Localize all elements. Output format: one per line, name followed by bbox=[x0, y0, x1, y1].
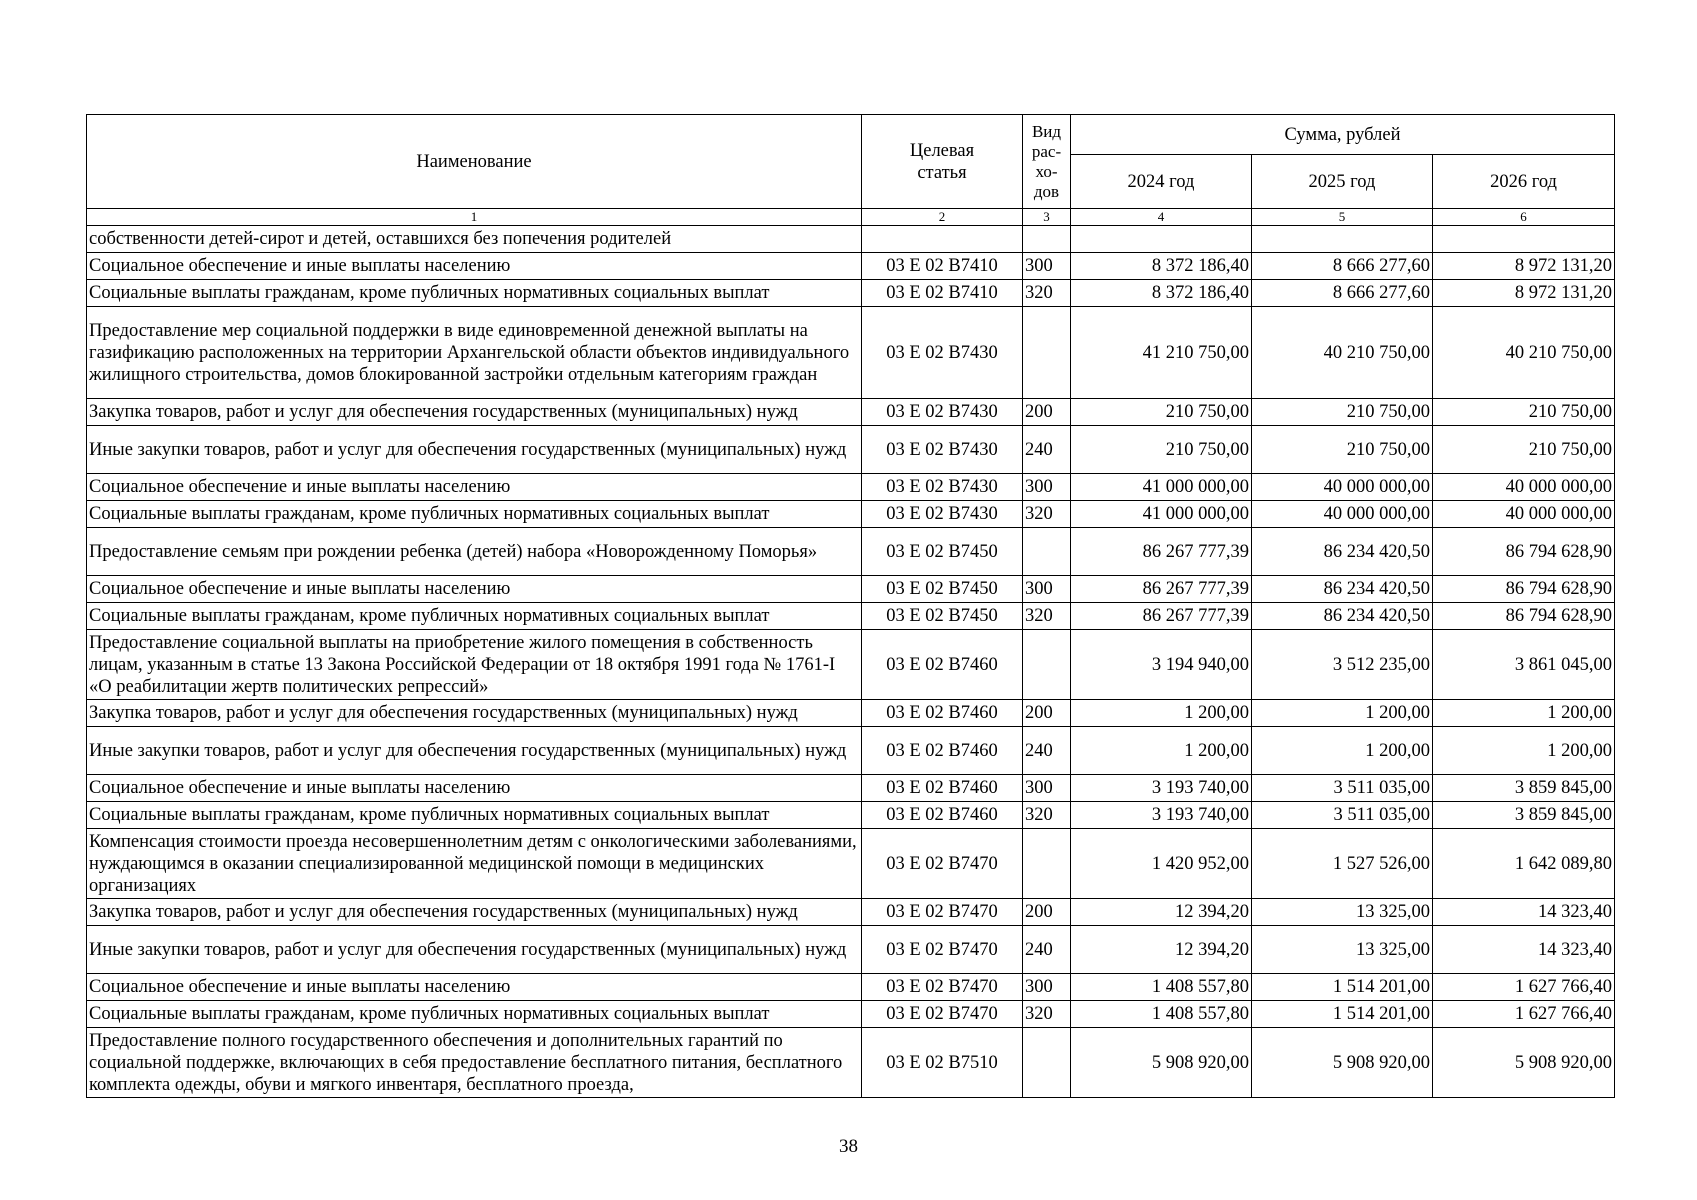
table-row bbox=[87, 1001, 1615, 1028]
cell-target-article: 03 Е 02 В7470 bbox=[862, 974, 1023, 1001]
cell-target-article: 03 Е 02 В7430 bbox=[862, 426, 1023, 474]
cell-amount-2025: 40 000 000,00 bbox=[1252, 474, 1433, 501]
table-row bbox=[87, 775, 1615, 802]
cell-amount-2025: 13 325,00 bbox=[1252, 926, 1433, 974]
table-row bbox=[87, 253, 1615, 280]
cell-expense-type bbox=[1023, 630, 1071, 700]
cell-amount-2025: 86 234 420,50 bbox=[1252, 528, 1433, 576]
cell-amount-2024: 86 267 777,39 bbox=[1071, 576, 1252, 603]
cell-target-article: 03 Е 02 В7470 bbox=[862, 899, 1023, 926]
cell-amount-2026: 1 200,00 bbox=[1433, 727, 1615, 775]
column-number: 3 bbox=[1023, 209, 1071, 226]
cell-amount-2025: 86 234 420,50 bbox=[1252, 576, 1433, 603]
cell-name: Социальные выплаты гражданам, кроме публичных нормативных социальных выплат bbox=[87, 501, 862, 528]
table-row bbox=[87, 426, 1615, 474]
header-year-2024: 2024 год bbox=[1071, 155, 1252, 209]
cell-target-article: 03 Е 02 В7430 bbox=[862, 399, 1023, 426]
cell-amount-2026: 86 794 628,90 bbox=[1433, 528, 1615, 576]
column-number: 5 bbox=[1252, 209, 1433, 226]
cell-amount-2024: 3 193 740,00 bbox=[1071, 775, 1252, 802]
cell-amount-2024: 3 194 940,00 bbox=[1071, 630, 1252, 700]
cell-amount-2024: 12 394,20 bbox=[1071, 926, 1252, 974]
table-row bbox=[87, 528, 1615, 576]
cell-target-article: 03 Е 02 В7470 bbox=[862, 829, 1023, 899]
cell-expense-type: 320 bbox=[1023, 802, 1071, 829]
cell-target-article: 03 Е 02 В7460 bbox=[862, 775, 1023, 802]
cell-expense-type bbox=[1023, 307, 1071, 399]
cell-amount-2025: 3 512 235,00 bbox=[1252, 630, 1433, 700]
table-row bbox=[87, 399, 1615, 426]
cell-target-article: 03 Е 02 В7460 bbox=[862, 630, 1023, 700]
cell-expense-type: 240 bbox=[1023, 727, 1071, 775]
cell-target-article: 03 Е 02 В7460 bbox=[862, 700, 1023, 727]
cell-name: Социальное обеспечение и иные выплаты населению bbox=[87, 576, 862, 603]
cell-name: Предоставление семьям при рождении ребенка (детей) набора «Новорожденному Поморья» bbox=[87, 528, 862, 576]
cell-expense-type: 320 bbox=[1023, 1001, 1071, 1028]
cell-amount-2024: 41 210 750,00 bbox=[1071, 307, 1252, 399]
header-sum: Сумма, рублей bbox=[1071, 115, 1615, 155]
cell-amount-2026: 86 794 628,90 bbox=[1433, 603, 1615, 630]
cell-name: Закупка товаров, работ и услуг для обеспечения государственных (муниципальных) нужд bbox=[87, 899, 862, 926]
table-row bbox=[87, 307, 1615, 399]
cell-amount-2025: 13 325,00 bbox=[1252, 899, 1433, 926]
header-target-article: Целевая статья bbox=[862, 115, 1023, 209]
cell-amount-2026: 14 323,40 bbox=[1433, 926, 1615, 974]
table-row bbox=[87, 474, 1615, 501]
cell-expense-type: 320 bbox=[1023, 280, 1071, 307]
table-body bbox=[87, 226, 1615, 1098]
cell-expense-type bbox=[1023, 1028, 1071, 1098]
cell-amount-2026: 40 210 750,00 bbox=[1433, 307, 1615, 399]
table-row bbox=[87, 630, 1615, 700]
table-row bbox=[87, 603, 1615, 630]
cell-amount-2024: 210 750,00 bbox=[1071, 399, 1252, 426]
cell-amount-2026: 14 323,40 bbox=[1433, 899, 1615, 926]
cell-expense-type bbox=[1023, 829, 1071, 899]
column-number: 6 bbox=[1433, 209, 1615, 226]
cell-expense-type: 300 bbox=[1023, 253, 1071, 280]
cell-amount-2026: 3 859 845,00 bbox=[1433, 802, 1615, 829]
column-number: 4 bbox=[1071, 209, 1252, 226]
cell-name: собственности детей-сирот и детей, оставшихся без попечения родителей bbox=[87, 226, 862, 253]
cell-name: Социальные выплаты гражданам, кроме публичных нормативных социальных выплат bbox=[87, 802, 862, 829]
header-name: Наименование bbox=[87, 115, 862, 209]
cell-amount-2024: 1 408 557,80 bbox=[1071, 974, 1252, 1001]
cell-target-article: 03 Е 02 В7450 bbox=[862, 528, 1023, 576]
cell-amount-2024: 1 408 557,80 bbox=[1071, 1001, 1252, 1028]
cell-name: Иные закупки товаров, работ и услуг для обеспечения государственных (муниципальных) нужд bbox=[87, 926, 862, 974]
cell-expense-type: 240 bbox=[1023, 926, 1071, 974]
cell-target-article: 03 Е 02 В7510 bbox=[862, 1028, 1023, 1098]
cell-amount-2024: 5 908 920,00 bbox=[1071, 1028, 1252, 1098]
cell-target-article: 03 Е 02 В7410 bbox=[862, 253, 1023, 280]
cell-amount-2025: 1 200,00 bbox=[1252, 727, 1433, 775]
table-row bbox=[87, 1028, 1615, 1098]
cell-name: Социальное обеспечение и иные выплаты населению bbox=[87, 474, 862, 501]
cell-expense-type: 200 bbox=[1023, 399, 1071, 426]
cell-amount-2025: 210 750,00 bbox=[1252, 399, 1433, 426]
header-expense-type: Вид рас-хо-дов bbox=[1023, 115, 1071, 209]
cell-amount-2024: 86 267 777,39 bbox=[1071, 603, 1252, 630]
cell-amount-2025: 1 514 201,00 bbox=[1252, 974, 1433, 1001]
cell-amount-2026: 1 627 766,40 bbox=[1433, 974, 1615, 1001]
cell-amount-2024: 3 193 740,00 bbox=[1071, 802, 1252, 829]
cell-amount-2024: 1 200,00 bbox=[1071, 700, 1252, 727]
cell-amount-2024: 41 000 000,00 bbox=[1071, 474, 1252, 501]
cell-amount-2025: 8 666 277,60 bbox=[1252, 253, 1433, 280]
table-row bbox=[87, 501, 1615, 528]
cell-expense-type: 320 bbox=[1023, 603, 1071, 630]
cell-amount-2025: 40 210 750,00 bbox=[1252, 307, 1433, 399]
table-row bbox=[87, 226, 1615, 253]
cell-amount-2024: 8 372 186,40 bbox=[1071, 253, 1252, 280]
cell-name: Социальное обеспечение и иные выплаты населению bbox=[87, 775, 862, 802]
cell-amount-2026: 40 000 000,00 bbox=[1433, 474, 1615, 501]
cell-target-article: 03 Е 02 В7470 bbox=[862, 1001, 1023, 1028]
table-row bbox=[87, 576, 1615, 603]
cell-target-article: 03 Е 02 В7430 bbox=[862, 474, 1023, 501]
cell-amount-2024 bbox=[1071, 226, 1252, 253]
cell-amount-2026: 3 859 845,00 bbox=[1433, 775, 1615, 802]
table-row bbox=[87, 727, 1615, 775]
cell-expense-type: 300 bbox=[1023, 974, 1071, 1001]
cell-amount-2025: 210 750,00 bbox=[1252, 426, 1433, 474]
table-row bbox=[87, 974, 1615, 1001]
cell-amount-2026: 86 794 628,90 bbox=[1433, 576, 1615, 603]
cell-name: Социальное обеспечение и иные выплаты населению bbox=[87, 974, 862, 1001]
cell-expense-type: 320 bbox=[1023, 501, 1071, 528]
cell-amount-2024: 86 267 777,39 bbox=[1071, 528, 1252, 576]
cell-amount-2026: 3 861 045,00 bbox=[1433, 630, 1615, 700]
table-row bbox=[87, 802, 1615, 829]
cell-expense-type: 200 bbox=[1023, 700, 1071, 727]
cell-target-article: 03 Е 02 В7470 bbox=[862, 926, 1023, 974]
cell-amount-2026: 8 972 131,20 bbox=[1433, 280, 1615, 307]
cell-amount-2025: 40 000 000,00 bbox=[1252, 501, 1433, 528]
cell-amount-2025: 5 908 920,00 bbox=[1252, 1028, 1433, 1098]
cell-amount-2024: 210 750,00 bbox=[1071, 426, 1252, 474]
cell-amount-2025: 1 514 201,00 bbox=[1252, 1001, 1433, 1028]
table-row bbox=[87, 899, 1615, 926]
cell-amount-2025 bbox=[1252, 226, 1433, 253]
cell-target-article: 03 Е 02 В7410 bbox=[862, 280, 1023, 307]
cell-target-article: 03 Е 02 В7450 bbox=[862, 576, 1023, 603]
cell-expense-type bbox=[1023, 226, 1071, 253]
cell-target-article: 03 Е 02 В7460 bbox=[862, 802, 1023, 829]
header-year-2025: 2025 год bbox=[1252, 155, 1433, 209]
page-number: 38 bbox=[839, 1136, 858, 1157]
cell-expense-type: 300 bbox=[1023, 576, 1071, 603]
cell-amount-2024: 12 394,20 bbox=[1071, 899, 1252, 926]
table-row bbox=[87, 829, 1615, 899]
cell-name: Иные закупки товаров, работ и услуг для обеспечения государственных (муниципальных) нужд bbox=[87, 727, 862, 775]
budget-table bbox=[86, 114, 1615, 1098]
table-row bbox=[87, 700, 1615, 727]
cell-amount-2026: 210 750,00 bbox=[1433, 426, 1615, 474]
column-number: 1 bbox=[87, 209, 862, 226]
cell-name: Закупка товаров, работ и услуг для обеспечения государственных (муниципальных) нужд bbox=[87, 399, 862, 426]
cell-name: Компенсация стоимости проезда несовершеннолетним детям с онкологическими заболеваниями, нуждающимся в оказании специализированной медицинской помощи в медицинских организациях bbox=[87, 829, 862, 899]
column-number-row bbox=[87, 209, 1615, 226]
cell-amount-2026 bbox=[1433, 226, 1615, 253]
cell-target-article bbox=[862, 226, 1023, 253]
cell-target-article: 03 Е 02 В7430 bbox=[862, 307, 1023, 399]
cell-amount-2024: 1 420 952,00 bbox=[1071, 829, 1252, 899]
cell-name: Предоставление полного государственного обеспечения и дополнительных гарантий по социальной поддержке, включающих в себя предоставление бесплатного питания, бесплатного комплекта одежды, обуви и мягкого инвентаря, бесплатного проезда, bbox=[87, 1028, 862, 1098]
cell-amount-2025: 3 511 035,00 bbox=[1252, 802, 1433, 829]
cell-target-article: 03 Е 02 В7430 bbox=[862, 501, 1023, 528]
cell-amount-2026: 5 908 920,00 bbox=[1433, 1028, 1615, 1098]
cell-amount-2025: 86 234 420,50 bbox=[1252, 603, 1433, 630]
cell-expense-type: 200 bbox=[1023, 899, 1071, 926]
cell-amount-2025: 3 511 035,00 bbox=[1252, 775, 1433, 802]
cell-name: Социальные выплаты гражданам, кроме публичных нормативных социальных выплат bbox=[87, 280, 862, 307]
cell-expense-type: 300 bbox=[1023, 474, 1071, 501]
cell-name: Социальное обеспечение и иные выплаты населению bbox=[87, 253, 862, 280]
table-row bbox=[87, 926, 1615, 974]
table-row bbox=[87, 280, 1615, 307]
cell-amount-2026: 1 627 766,40 bbox=[1433, 1001, 1615, 1028]
cell-name: Социальные выплаты гражданам, кроме публичных нормативных социальных выплат bbox=[87, 1001, 862, 1028]
cell-amount-2025: 1 200,00 bbox=[1252, 700, 1433, 727]
cell-amount-2024: 8 372 186,40 bbox=[1071, 280, 1252, 307]
cell-amount-2024: 41 000 000,00 bbox=[1071, 501, 1252, 528]
cell-amount-2025: 8 666 277,60 bbox=[1252, 280, 1433, 307]
cell-amount-2026: 40 000 000,00 bbox=[1433, 501, 1615, 528]
cell-name: Предоставление мер социальной поддержки в виде единовременной денежной выплаты на газификацию расположенных на территории Архангельской области объектов индивидуального жилищного строительства, домов блокированной застройки отдельным категориям граждан bbox=[87, 307, 862, 399]
cell-expense-type bbox=[1023, 528, 1071, 576]
column-number: 2 bbox=[862, 209, 1023, 226]
cell-name: Социальные выплаты гражданам, кроме публичных нормативных социальных выплат bbox=[87, 603, 862, 630]
cell-amount-2026: 8 972 131,20 bbox=[1433, 253, 1615, 280]
header-year-2026: 2026 год bbox=[1433, 155, 1615, 209]
cell-name: Предоставление социальной выплаты на приобретение жилого помещения в собственность лицам, указанным в статье 13 Закона Российской Федерации от 18 октября 1991 года № 1761-I «О реабилитации жертв политических репрессий» bbox=[87, 630, 862, 700]
cell-amount-2025: 1 527 526,00 bbox=[1252, 829, 1433, 899]
cell-amount-2024: 1 200,00 bbox=[1071, 727, 1252, 775]
cell-name: Иные закупки товаров, работ и услуг для обеспечения государственных (муниципальных) нужд bbox=[87, 426, 862, 474]
cell-amount-2026: 1 200,00 bbox=[1433, 700, 1615, 727]
cell-expense-type: 240 bbox=[1023, 426, 1071, 474]
cell-target-article: 03 Е 02 В7460 bbox=[862, 727, 1023, 775]
cell-expense-type: 300 bbox=[1023, 775, 1071, 802]
cell-amount-2026: 1 642 089,80 bbox=[1433, 829, 1615, 899]
cell-name: Закупка товаров, работ и услуг для обеспечения государственных (муниципальных) нужд bbox=[87, 700, 862, 727]
cell-amount-2026: 210 750,00 bbox=[1433, 399, 1615, 426]
cell-target-article: 03 Е 02 В7450 bbox=[862, 603, 1023, 630]
